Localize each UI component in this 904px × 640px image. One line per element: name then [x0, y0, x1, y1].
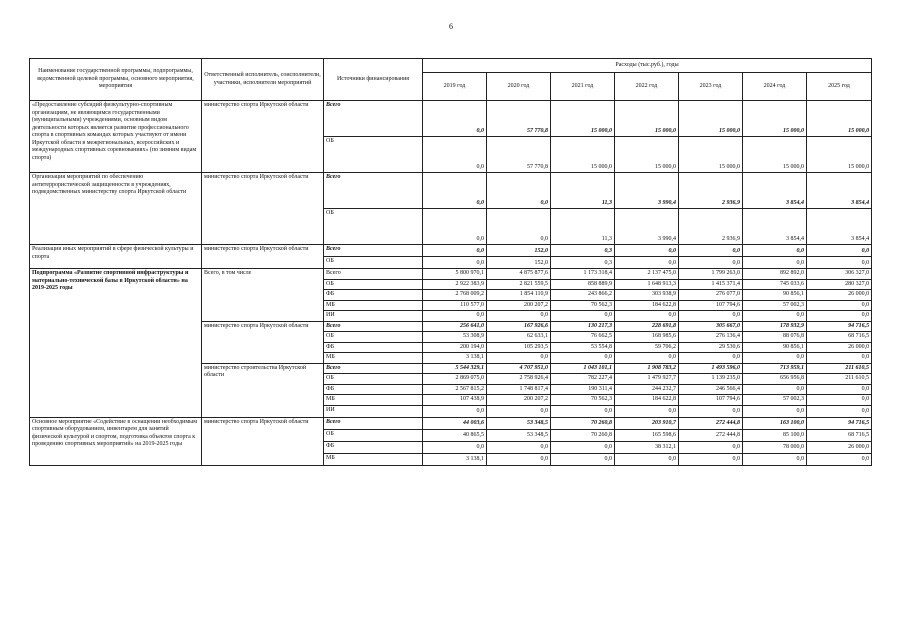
amount-cell: 782 227,4 [551, 374, 615, 385]
header-year: 2024 год [743, 73, 807, 101]
amount-cell: 76 662,5 [551, 332, 615, 343]
amount-cell: 0,0 [679, 405, 743, 417]
funding-source: ОБ [324, 279, 423, 290]
header-executor: Ответственный исполнитель, соисполнители, участники, исполнители мероприятий [202, 59, 324, 101]
amount-cell: 228 691,8 [615, 321, 679, 332]
amount-cell: 3 854,4 [743, 173, 807, 209]
funding-source: ОБ [324, 374, 423, 385]
amount-cell: 246 566,4 [679, 384, 743, 395]
amount-cell: 2 922 383,9 [423, 279, 487, 290]
funding-source: ФБ [324, 342, 423, 353]
amount-cell: 70 562,3 [551, 395, 615, 406]
amount-cell: 1 908 783,2 [615, 363, 679, 374]
amount-cell: 200 207,2 [487, 395, 551, 406]
amount-cell: 26 000,0 [807, 290, 872, 301]
amount-cell: 0,0 [423, 209, 487, 245]
funding-source: ИИ [324, 311, 423, 322]
amount-cell: 0,0 [743, 405, 807, 417]
amount-cell: 26 000,0 [807, 441, 872, 453]
header-source: Источники финансирования [324, 59, 423, 101]
amount-cell: 2 758 926,4 [487, 374, 551, 385]
amount-cell: 178 932,9 [743, 321, 807, 332]
amount-cell: 57 770,8 [487, 101, 551, 137]
amount-cell: 0,0 [807, 300, 872, 311]
amount-cell: 0,0 [615, 245, 679, 257]
amount-cell: 1 479 927,7 [615, 374, 679, 385]
budget-table-container [29, 58, 872, 466]
amount-cell: 15 000,0 [679, 101, 743, 137]
amount-cell: 15 000,0 [807, 137, 872, 173]
amount-cell: 70 260,8 [551, 417, 615, 429]
amount-cell: 272 444,8 [679, 429, 743, 441]
amount-cell: 3 138,1 [423, 353, 487, 364]
amount-cell: 0,0 [423, 245, 487, 257]
amount-cell: 1 799 263,0 [679, 269, 743, 280]
amount-cell: 0,0 [487, 353, 551, 364]
funding-source: Всего [324, 269, 423, 280]
amount-cell: 0,0 [423, 441, 487, 453]
amount-cell: 203 910,7 [615, 417, 679, 429]
amount-cell: 0,0 [807, 453, 872, 465]
amount-cell: 2 869 075,0 [423, 374, 487, 385]
amount-cell: 244 232,7 [615, 384, 679, 395]
amount-cell: 15 000,0 [551, 137, 615, 173]
amount-cell: 38 312,1 [615, 441, 679, 453]
amount-cell: 0,3 [551, 257, 615, 269]
amount-cell: 1 043 101,1 [551, 363, 615, 374]
executor-name: министерство строительства Иркутской области [202, 363, 324, 417]
table-row [30, 417, 872, 429]
amount-cell: 0,0 [487, 405, 551, 417]
executor-name: министерство спорта Иркутской области [202, 417, 324, 465]
amount-cell: 0,0 [423, 101, 487, 137]
executor-name: Всего, в том числе [202, 269, 324, 322]
amount-cell: 4 707 951,0 [487, 363, 551, 374]
amount-cell: 0,0 [743, 257, 807, 269]
amount-cell: 211 610,5 [807, 374, 872, 385]
amount-cell: 165 598,6 [615, 429, 679, 441]
amount-cell: 0,0 [615, 453, 679, 465]
amount-cell: 3 990,4 [615, 209, 679, 245]
amount-cell: 57 770,8 [487, 137, 551, 173]
amount-cell: 2 137 475,0 [615, 269, 679, 280]
amount-cell: 152,0 [487, 245, 551, 257]
amount-cell: 0,0 [615, 257, 679, 269]
amount-cell: 0,0 [743, 384, 807, 395]
amount-cell: 90 856,1 [743, 290, 807, 301]
amount-cell: 2 936,9 [679, 173, 743, 209]
amount-cell: 59 706,2 [615, 342, 679, 353]
table-row [30, 101, 872, 137]
program-name: Реализация иных мероприятий в сфере физической культуры и спорта [30, 245, 202, 269]
amount-cell: 0,0 [807, 353, 872, 364]
amount-cell: 29 530,6 [679, 342, 743, 353]
amount-cell: 0,0 [807, 384, 872, 395]
amount-cell: 3 854,4 [807, 173, 872, 209]
amount-cell: 0,0 [487, 173, 551, 209]
amount-cell: 0,0 [807, 311, 872, 322]
amount-cell: 276 077,0 [679, 290, 743, 301]
amount-cell: 15 000,0 [615, 101, 679, 137]
amount-cell: 0,0 [615, 311, 679, 322]
amount-cell: 305 667,0 [679, 321, 743, 332]
amount-cell: 94 716,5 [807, 321, 872, 332]
amount-cell: 3 138,1 [423, 453, 487, 465]
amount-cell: 276 136,4 [679, 332, 743, 343]
amount-cell: 57 002,3 [743, 395, 807, 406]
amount-cell: 15 000,0 [807, 101, 872, 137]
amount-cell: 53 348,5 [487, 417, 551, 429]
amount-cell: 40 865,5 [423, 429, 487, 441]
amount-cell: 0,0 [743, 311, 807, 322]
table-row [30, 173, 872, 209]
amount-cell: 68 716,5 [807, 332, 872, 343]
amount-cell: 0,0 [807, 257, 872, 269]
amount-cell: 280 327,0 [807, 279, 872, 290]
amount-cell: 200 194,0 [423, 342, 487, 353]
amount-cell: 713 959,1 [743, 363, 807, 374]
funding-source: Всего [324, 101, 423, 137]
amount-cell: 53 554,8 [551, 342, 615, 353]
amount-cell: 1 748 817,4 [487, 384, 551, 395]
amount-cell: 3 854,4 [807, 209, 872, 245]
amount-cell: 306 327,0 [807, 269, 872, 280]
amount-cell: 11,3 [551, 173, 615, 209]
amount-cell: 0,0 [615, 405, 679, 417]
amount-cell: 3 854,4 [743, 209, 807, 245]
funding-source: МБ [324, 300, 423, 311]
amount-cell: 243 866,2 [551, 290, 615, 301]
amount-cell: 130 217,3 [551, 321, 615, 332]
amount-cell: 44 003,6 [423, 417, 487, 429]
amount-cell: 2 768 009,2 [423, 290, 487, 301]
funding-source: Всего [324, 245, 423, 257]
header-year: 2020 год [487, 73, 551, 101]
amount-cell: 57 002,3 [743, 300, 807, 311]
amount-cell: 0,3 [551, 245, 615, 257]
amount-cell: 272 444,8 [679, 417, 743, 429]
amount-cell: 168 985,6 [615, 332, 679, 343]
amount-cell: 5 544 329,1 [423, 363, 487, 374]
amount-cell: 78 000,0 [743, 441, 807, 453]
amount-cell: 15 000,0 [551, 101, 615, 137]
amount-cell: 0,0 [423, 311, 487, 322]
funding-source: Всего [324, 321, 423, 332]
amount-cell: 4 875 877,6 [487, 269, 551, 280]
page-number: 6 [449, 22, 453, 31]
amount-cell: 745 033,6 [743, 279, 807, 290]
funding-source: ОБ [324, 332, 423, 343]
amount-cell: 107 438,9 [423, 395, 487, 406]
funding-source: ОБ [324, 257, 423, 269]
amount-cell: 94 716,5 [807, 417, 872, 429]
funding-source: Всего [324, 417, 423, 429]
amount-cell: 0,0 [743, 353, 807, 364]
amount-cell: 70 562,3 [551, 300, 615, 311]
amount-cell: 2 821 559,5 [487, 279, 551, 290]
amount-cell: 1 139 235,0 [679, 374, 743, 385]
amount-cell: 0,0 [551, 453, 615, 465]
amount-cell: 0,0 [423, 137, 487, 173]
amount-cell: 2 567 815,2 [423, 384, 487, 395]
header-program: Наименование государственной программы, подпрограммы, ведомственной целевой программы, основного мероприятия, мероприятия [30, 59, 202, 101]
header-year: 2019 год [423, 73, 487, 101]
amount-cell: 184 622,8 [615, 300, 679, 311]
program-name: «Предоставление субсидий физкультурно-спортивным организациям, не являющимся государственными (муниципальными) учреждениями, основным видом деятельности которых является развитие профессионального спорта в спортивных командах которых участвуют от имени Иркутской области в межрегиональных, всероссийских и международных спортивных соревнованиях» (по зимним видам спорта) [30, 101, 202, 173]
amount-cell: 0,0 [551, 405, 615, 417]
amount-cell: 62 633,1 [487, 332, 551, 343]
amount-cell: 200 207,2 [487, 300, 551, 311]
amount-cell: 3 990,4 [615, 173, 679, 209]
amount-cell: 53 348,5 [487, 429, 551, 441]
amount-cell: 0,0 [487, 311, 551, 322]
amount-cell: 90 856,1 [743, 342, 807, 353]
amount-cell: 53 308,9 [423, 332, 487, 343]
funding-source: Всего [324, 173, 423, 209]
amount-cell: 0,0 [743, 453, 807, 465]
amount-cell: 0,0 [807, 405, 872, 417]
amount-cell: 105 293,5 [487, 342, 551, 353]
amount-cell: 15 000,0 [615, 137, 679, 173]
amount-cell: 11,3 [551, 209, 615, 245]
executor-name: министерство спорта Иркутской области [202, 245, 324, 269]
amount-cell: 5 800 970,1 [423, 269, 487, 280]
funding-source: МБ [324, 353, 423, 364]
funding-source: ФБ [324, 441, 423, 453]
amount-cell: 15 000,0 [743, 137, 807, 173]
program-name: Основное мероприятие «Содействие в оснащении необходимым спортивным оборудованием, инвентарем для занятий физической культурой и спортом, подготовка объектов спорта к проведению спортивных мероприятий» на 2019-2025 годы [30, 417, 202, 465]
budget-table [29, 58, 872, 466]
table-body [30, 101, 872, 466]
amount-cell: 0,0 [551, 441, 615, 453]
header-expenses: Расходы (тыс.руб.), годы [423, 59, 872, 73]
amount-cell: 26 000,0 [807, 342, 872, 353]
amount-cell: 107 794,6 [679, 395, 743, 406]
funding-source: Всего [324, 363, 423, 374]
amount-cell: 0,0 [615, 353, 679, 364]
funding-source: ФБ [324, 290, 423, 301]
amount-cell: 1 173 318,4 [551, 269, 615, 280]
amount-cell: 110 577,0 [423, 300, 487, 311]
amount-cell: 0,0 [423, 405, 487, 417]
amount-cell: 303 938,9 [615, 290, 679, 301]
amount-cell: 107 794,6 [679, 300, 743, 311]
header-year: 2025 год [807, 73, 872, 101]
amount-cell: 0,0 [679, 441, 743, 453]
amount-cell: 211 610,5 [807, 363, 872, 374]
funding-source: ОБ [324, 209, 423, 245]
amount-cell: 0,0 [551, 353, 615, 364]
amount-cell: 167 926,6 [487, 321, 551, 332]
amount-cell: 858 889,9 [551, 279, 615, 290]
amount-cell: 0,0 [487, 453, 551, 465]
amount-cell: 0,0 [807, 245, 872, 257]
amount-cell: 0,0 [807, 395, 872, 406]
amount-cell: 0,0 [679, 245, 743, 257]
amount-cell: 0,0 [487, 209, 551, 245]
amount-cell: 2 936,9 [679, 209, 743, 245]
table-row [30, 245, 872, 257]
amount-cell: 0,0 [679, 453, 743, 465]
funding-source: МБ [324, 395, 423, 406]
program-name: Организация мероприятий по обеспечению антитеррористической защищенности в учреждениях, подведомственных министерству спорта Иркутской области [30, 173, 202, 245]
amount-cell: 1 648 913,3 [615, 279, 679, 290]
executor-name: министерство спорта Иркутской области [202, 321, 324, 363]
amount-cell: 190 311,4 [551, 384, 615, 395]
program-name: Подпрограмма «Развитие спортивной инфраструктуры и материально-технической базы в Иркутской области» на 2019-2025 годы [30, 269, 202, 418]
amount-cell: 256 641,0 [423, 321, 487, 332]
executor-name: министерство спорта Иркутской области [202, 173, 324, 245]
amount-cell: 85 100,0 [743, 429, 807, 441]
amount-cell: 0,0 [487, 441, 551, 453]
amount-cell: 70 260,8 [551, 429, 615, 441]
funding-source: ФБ [324, 384, 423, 395]
funding-source: МБ [324, 453, 423, 465]
amount-cell: 0,0 [679, 257, 743, 269]
amount-cell: 0,0 [423, 173, 487, 209]
amount-cell: 0,0 [743, 245, 807, 257]
header-year: 2023 год [679, 73, 743, 101]
executor-name: министерство спорта Иркутской области [202, 101, 324, 173]
amount-cell: 1 415 371,4 [679, 279, 743, 290]
amount-cell: 152,0 [487, 257, 551, 269]
amount-cell: 68 716,5 [807, 429, 872, 441]
amount-cell: 184 622,8 [615, 395, 679, 406]
amount-cell: 15 000,0 [743, 101, 807, 137]
amount-cell: 15 000,0 [679, 137, 743, 173]
amount-cell: 892 892,0 [743, 269, 807, 280]
funding-source: ИИ [324, 405, 423, 417]
amount-cell: 0,0 [423, 257, 487, 269]
header-year: 2021 год [551, 73, 615, 101]
amount-cell: 163 100,0 [743, 417, 807, 429]
amount-cell: 0,0 [551, 311, 615, 322]
funding-source: ОБ [324, 137, 423, 173]
amount-cell: 1 854 110,9 [487, 290, 551, 301]
amount-cell: 1 493 596,0 [679, 363, 743, 374]
amount-cell: 656 956,8 [743, 374, 807, 385]
table-row [30, 269, 872, 280]
header-year: 2022 год [615, 73, 679, 101]
amount-cell: 88 076,8 [743, 332, 807, 343]
funding-source: ОБ [324, 429, 423, 441]
amount-cell: 0,0 [679, 353, 743, 364]
amount-cell: 0,0 [679, 311, 743, 322]
